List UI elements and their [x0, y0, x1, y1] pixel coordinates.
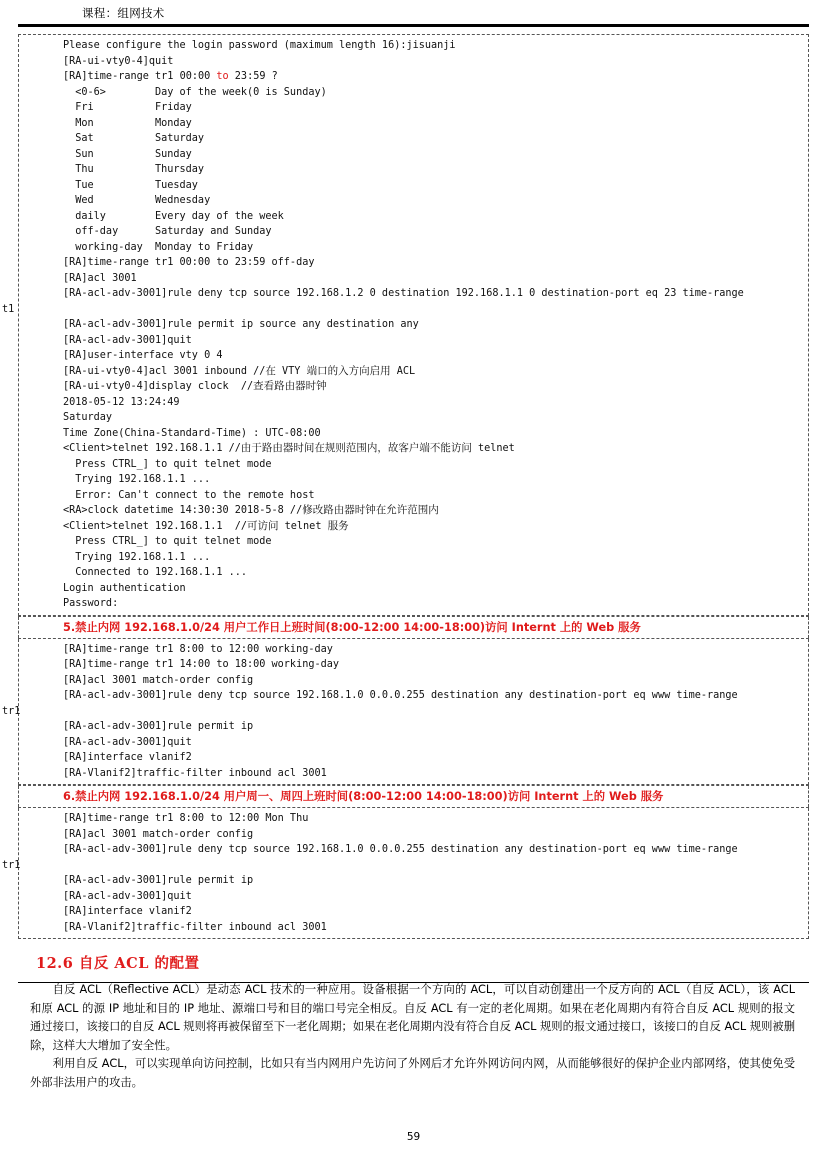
console-line: <RA>clock datetime 14:30:30 2018-5-8 //修改路由器时钟在允许范围内 — [63, 504, 439, 516]
console-block-3 — [2, 808, 809, 939]
section-underline — [18, 982, 809, 983]
console-line: [RA]acl 3001 match-order config — [63, 674, 254, 686]
console-line: [RA]time-range tr1 00:00 to 23:59 ? — [63, 71, 278, 82]
console-line: Sun Sunday — [63, 148, 192, 160]
console-line: Password: — [63, 598, 119, 609]
console-line: [RA-acl-adv-3001]quit — [63, 736, 192, 748]
console-line: Trying 192.168.1.1 ... — [63, 474, 211, 485]
console-line: [RA]user-interface vty 0 4 — [63, 350, 223, 361]
inline-comment-cjk: 端口的入方向启用 — [306, 364, 391, 377]
course-label: 课程：组网技术 — [82, 6, 165, 20]
document-content — [2, 34, 809, 1092]
inline-comment-cjk: 服务 — [327, 519, 349, 532]
console-line: [RA]time-range tr1 8:00 to 12:00 working-day — [63, 643, 333, 655]
console-line: [RA]interface vlanif2 — [63, 906, 192, 917]
inline-comment-cjk: 查看路由器时钟 — [253, 380, 327, 392]
console-line: Tue Tuesday — [63, 179, 198, 191]
console-line: Wed Wednesday — [63, 195, 211, 206]
inline-comment-cjk: 在 — [265, 364, 276, 377]
paragraph-1: 自反 ACL（Reflective ACL）是动态 ACL 技术的一种应用。设备根据一个方向的 ACL，可以自动创建出一个反方向的 ACL（自反 ACL），该 ACL 和原 ACL 的源 IP 地址和目的 IP 地址、源端口号和目的端口号完全相反。自反 ACL 有一定的老化周期。如果在老化周期内有符合自反 ACL 规则的报文通过接口，该接口的自反 ACL 规则将再被保留至下一老化周期；如果在老化周期内没有符合自反 ACL 规则的报文通过接口，该接口的自反 ACL 规则被删除，这样大大增加了安全性。 — [30, 983, 795, 1052]
task-heading-6: 6.禁止内网 192.168.1.0/24 用户周一、周四上班时间(8:00-12:00 14:00-18:00)访问 Internt 上的 Web 服务 — [18, 786, 809, 807]
console-line: [RA]acl 3001 — [63, 272, 137, 284]
console-block-2 — [2, 639, 809, 786]
console-line: [RA-ui-vty0-4]display clock //查看路由器时钟 — [63, 380, 327, 392]
console-line: [RA-acl-adv-3001]rule deny tcp source 192.168.1.0 0.0.0.255 destination any destination-port eq www time-range — [63, 690, 738, 701]
console-line: Press CTRL_] to quit telnet mode — [63, 536, 272, 547]
console-line: [RA-acl-adv-3001]rule permit ip source any destination any — [63, 319, 419, 330]
console-wrapped-continuation: tr1 — [2, 705, 21, 717]
console-line: Error: Can't connect to the remote host — [63, 489, 315, 501]
console-line: [RA-acl-adv-3001]quit — [63, 334, 192, 346]
page-number: 59 — [406, 1131, 421, 1143]
paragraph-2: 利用自反 ACL，可以实现单向访问控制，比如只有当内网用户先访问了外网后才允许外网访问内网，从而能够很好的保护企业内部网络，使其使免受外部非法用户的攻击。 — [30, 1057, 795, 1089]
inline-comment-cjk: 修改路由器时钟在允许范围内 — [302, 504, 439, 516]
console-line: [RA]acl 3001 match-order config — [63, 828, 254, 840]
highlighted-keyword: to — [216, 71, 229, 82]
task-heading-5: 5.禁止内网 192.168.1.0/24 用户工作日上班时间(8:00-12:00 14:00-18:00)访问 Internt 上的 Web 服务 — [18, 617, 809, 638]
console-line: Login authentication — [63, 582, 186, 594]
console-line: working-day Monday to Friday — [63, 241, 254, 253]
console-line: Saturday — [63, 412, 113, 423]
console-line: <0-6> Day of the week(0 is Sunday) — [63, 86, 327, 98]
console-wrapped-continuation: t1 — [2, 303, 15, 315]
console-line: [RA-ui-vty0-4]quit — [63, 55, 174, 67]
console-line: [RA-acl-adv-3001]rule deny tcp source 192.168.1.0 0.0.0.255 destination any destination-port eq www time-range — [63, 844, 738, 855]
console-line: [RA-Vlanif2]traffic-filter inbound acl 3001 — [63, 767, 327, 779]
console-wrapped-continuation: tr1 — [2, 859, 21, 871]
console-line: <Client>telnet 192.168.1.1 //可访问 telnet 服务 — [63, 519, 349, 532]
console-line: Trying 192.168.1.1 ... — [63, 551, 211, 563]
console-line: [RA-acl-adv-3001]rule permit ip — [63, 721, 254, 732]
console-line: Mon Monday — [63, 117, 192, 129]
console-line: [RA-Vlanif2]traffic-filter inbound acl 3001 — [63, 921, 327, 933]
console-line: Connected to 192.168.1.1 ... — [63, 567, 248, 578]
inline-comment-cjk: 可访问 — [247, 519, 279, 532]
console-line: [RA-ui-vty0-4]acl 3001 inbound //在 VTY 端口的入方向启用 ACL — [63, 364, 416, 377]
console-line: daily Every day of the week — [63, 210, 284, 222]
console-line: [RA-acl-adv-3001]rule permit ip — [63, 875, 254, 886]
console-block-1 — [2, 34, 809, 616]
console-line: Thu Thursday — [63, 164, 205, 175]
console-line: Time Zone(China-Standard-Time) : UTC-08:00 — [63, 427, 321, 439]
section-heading-12-6: 12.6 自反 ACL 的配置 — [36, 955, 200, 972]
console-line: [RA]interface vlanif2 — [63, 752, 192, 763]
console-line: [RA]time-range tr1 00:00 to 23:59 off-day — [63, 257, 315, 268]
console-line: <Client>telnet 192.168.1.1 //由于路由器时间在规则范围内，故客户端不能访问 telnet — [63, 442, 515, 454]
console-line: Sat Saturday — [63, 133, 205, 144]
console-line: [RA]time-range tr1 8:00 to 12:00 Mon Thu — [63, 813, 309, 824]
console-line: off-day Saturday and Sunday — [63, 226, 272, 237]
console-line: [RA]time-range tr1 14:00 to 18:00 working-day — [63, 659, 340, 670]
console-line: Press CTRL_] to quit telnet mode — [63, 458, 272, 470]
console-line: Please configure the login password (maximum length 16):jisuanji — [63, 40, 456, 51]
console-line: [RA-acl-adv-3001]quit — [63, 890, 192, 902]
console-line: 2018-05-12 13:24:49 — [63, 396, 180, 408]
header-rule — [18, 24, 809, 27]
console-line: [RA-acl-adv-3001]rule deny tcp source 192.168.1.2 0 destination 192.168.1.1 0 destination-port eq 23 time-range — [63, 288, 744, 299]
inline-comment-cjk: 由于路由器时间在规则范围内，故客户端不能访问 — [240, 442, 472, 454]
page-header — [0, 0, 827, 30]
console-line: Fri Friday — [63, 102, 192, 113]
